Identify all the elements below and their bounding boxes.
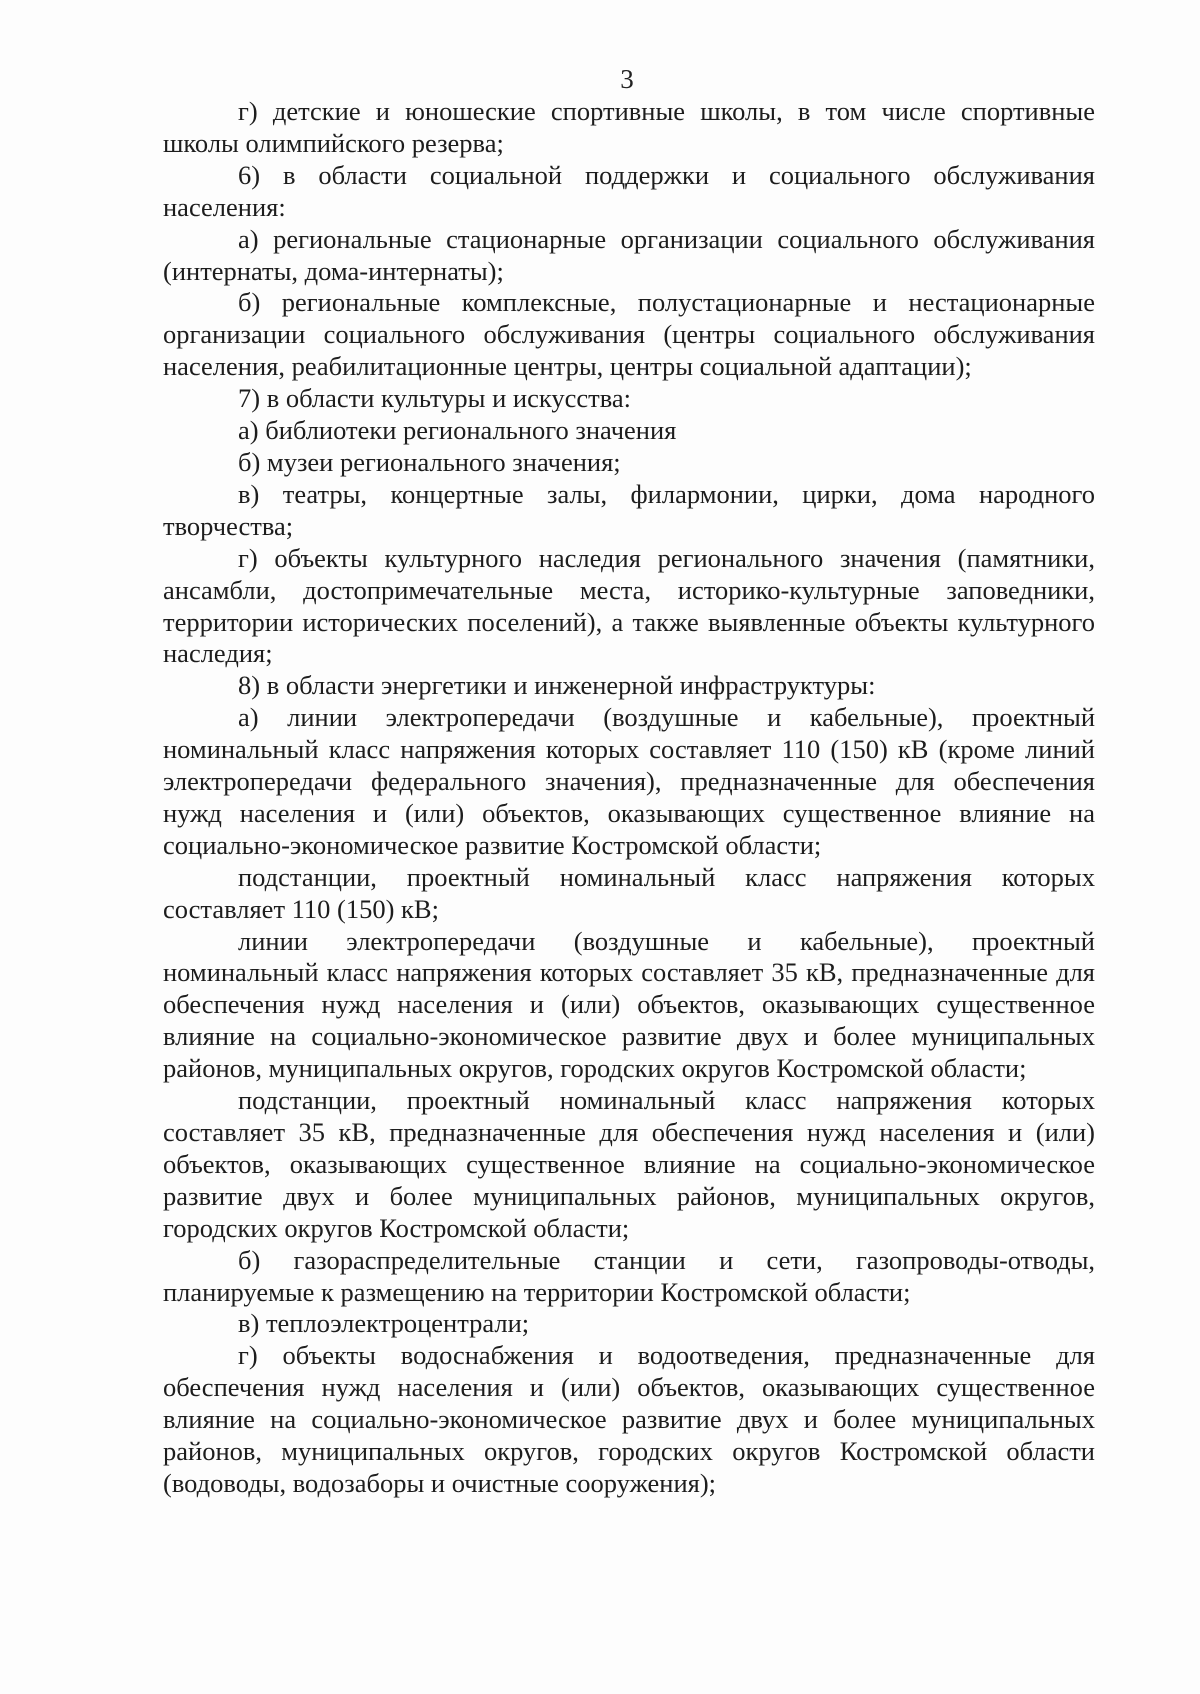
paragraph: 6) в области социальной поддержки и социального обслуживания населения: [163, 159, 1095, 222]
paragraph: г) детские и юношеские спортивные школы, в том числе спортивные школы олимпийского резерва; [163, 96, 1095, 158]
paragraph: линии электропередачи (воздушные и кабельные), проектный номинальный класс напряжения которых составляет 35 кВ, предназначенные для обеспечения нужд населения и (или) объектов, оказывающих существенное влияние на социально-экономическое развитие двух и более муниципальных районов, муниципальных округов, городских округов Костромской области; [163, 925, 1095, 1084]
paragraph: подстанции, проектный номинальный класс напряжения которых составляет 35 кВ, предназначенные для обеспечения нужд населения и (или) объектов, оказывающих существенное влияние на социально-экономическое развитие двух и более муниципальных районов, муниципальных округов, городских округов Костромской области; [163, 1085, 1095, 1243]
paragraph: б) региональные комплексные, полустационарные и нестационарные организации социального обслуживания (центры социального обслуживания населения, реабилитационные центры, центры социальной адаптации); [163, 287, 1095, 382]
paragraph: г) объекты культурного наследия регионального значения (памятники, ансамбли, достопримечательные места, историко-культурные заповедники, территории исторических поселений), а также выявленные объекты культурного наследия; [163, 542, 1095, 669]
paragraph: в) теплоэлектроцентрали; [238, 1308, 530, 1339]
document-body [163, 96, 1095, 1500]
paragraph: б) газораспределительные станции и сети, газопроводы-отводы, планируемые к размещению на территории Костромской области; [163, 1244, 1095, 1307]
paragraph: а) библиотеки регионального значения [238, 415, 677, 446]
paragraph: подстанции, проектный номинальный класс напряжения которых составляет 110 (150) кВ; [163, 861, 1095, 924]
paragraph: г) объекты водоснабжения и водоотведения, предназначенные для обеспечения нужд населения и (или) объектов, оказывающих существенное влияние на социально-экономическое развитие двух и более муниципальных районов, муниципальных округов, городских округов Костромской области (водоводы, водозаборы и очистные сооружения); [163, 1340, 1095, 1498]
page-number: 3 [620, 64, 634, 94]
paragraph: 7) в области культуры и искусства: [238, 383, 631, 414]
paragraph: б) музеи регионального значения; [238, 446, 621, 477]
paragraph: а) региональные стационарные организации социального обслуживания (интернаты, дома-интернаты); [163, 223, 1095, 286]
paragraph: а) линии электропередачи (воздушные и кабельные), проектный номинальный класс напряжения которых составляет 110 (150) кВ (кроме линий электропередачи федерального значения), предназначенные для обеспечения нужд населения и (или) объектов, оказывающих существенное влияние на социально-экономическое развитие Костромской области; [163, 702, 1095, 860]
paragraph: в) театры, концертные залы, филармонии, цирки, дома народного творчества; [163, 478, 1095, 541]
paragraph: 8) в области энергетики и инженерной инфраструктуры: [238, 670, 876, 701]
